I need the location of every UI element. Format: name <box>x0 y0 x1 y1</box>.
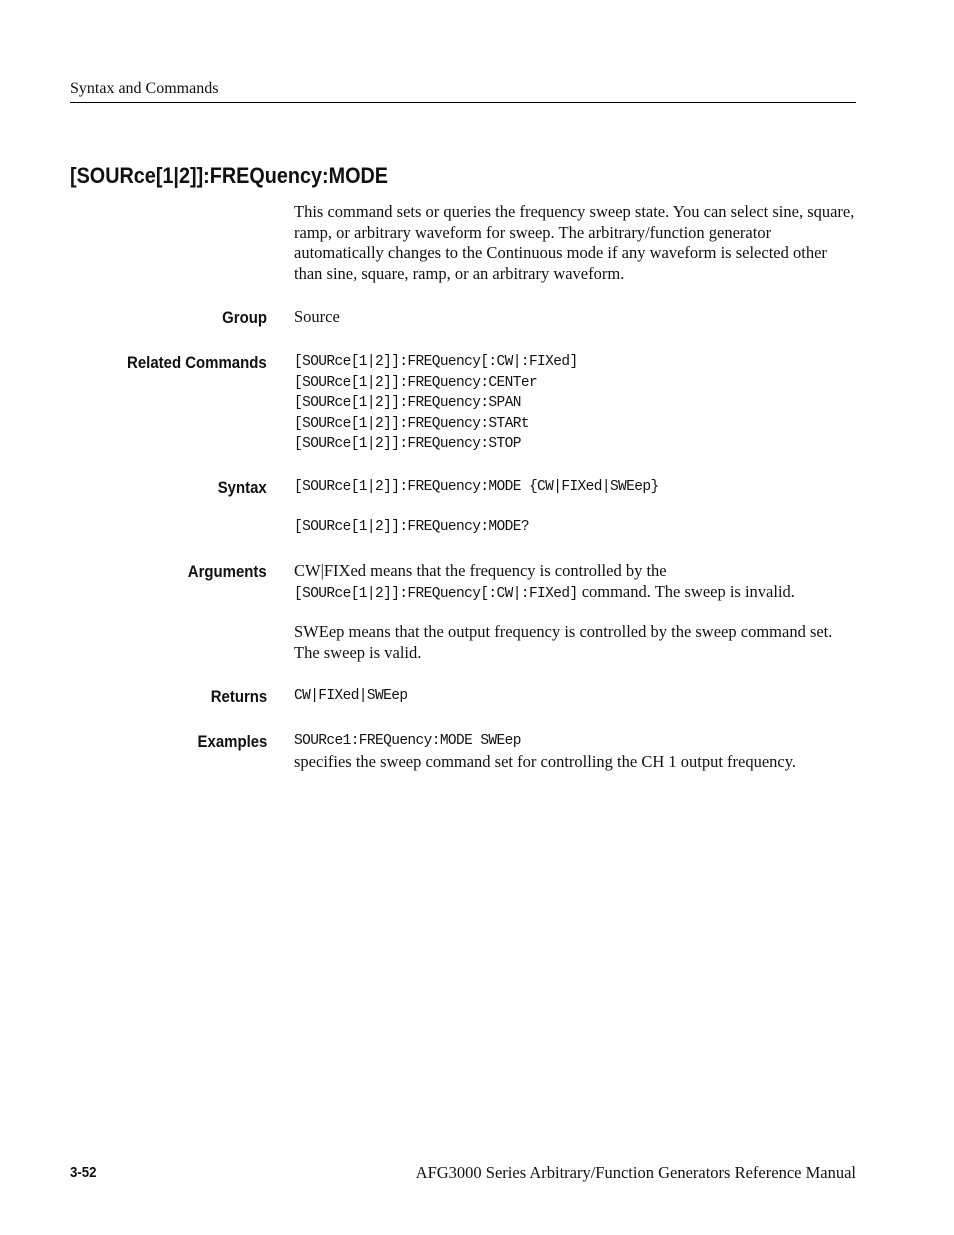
example-code: SOURce1:FREQuency:MODE SWEep <box>294 733 521 749</box>
example-description: specifies the sweep command set for controlling the CH 1 output frequency. <box>294 751 797 771</box>
returns-value: CW|FIXed|SWEep <box>294 688 408 704</box>
syntax-label: Syntax <box>217 478 267 497</box>
group-value: Source <box>294 307 340 326</box>
related-commands-list <box>294 352 859 455</box>
related-command: [SOURce[1|2]]:FREQuency:SPAN <box>294 395 521 411</box>
page-number: 3-52 <box>70 1164 97 1181</box>
manual-title: AFG3000 Series Arbitrary/Function Generators Reference Manual <box>415 1163 856 1182</box>
example <box>294 731 859 772</box>
syntax-query <box>294 517 859 538</box>
related-command: [SOURce[1|2]]:FREQuency:CENTer <box>294 374 538 391</box>
returns-label: Returns <box>210 687 267 706</box>
argument-cw-fixed <box>294 561 859 604</box>
argument-cw-fixed-command: [SOURce[1|2]]:FREQuency[:CW|:FIXed] <box>294 585 578 602</box>
related-commands-label: Related Commands <box>127 353 267 372</box>
syntax-query-form: [SOURce[1|2]]:FREQuency:MODE? <box>294 519 529 535</box>
argument-cw-fixed-note: command. The sweep is invalid. <box>577 581 795 601</box>
command-description: This command sets or queries the frequency sweep state. You can select sine, square, ramp, or arbitrary waveform for sweep. The arbitrary/function generator automatically changes to the Continuous mode if any waveform is selected other than sine, square, ramp, or an arbitrary waveform. <box>294 202 855 283</box>
group-label: Group <box>222 308 267 327</box>
command-title: [SOURce[1|2]]:FREQuency:MODE <box>70 163 388 188</box>
returns-value-row <box>294 686 859 707</box>
argument-sweep: SWEep means that the output frequency is controlled by the sweep command set. The sweep is valid. <box>294 622 833 662</box>
running-head: Syntax and Commands <box>70 80 219 97</box>
syntax-set <box>294 477 859 498</box>
argument-cw-fixed-text: CW|FIXed means that the frequency is controlled by the <box>294 561 667 580</box>
examples-label: Examples <box>197 732 267 751</box>
related-command: [SOURce[1|2]]:FREQuency[:CW|:FIXed] <box>294 354 578 370</box>
related-command: [SOURce[1|2]]:FREQuency:STARt <box>294 415 529 432</box>
header-rule <box>70 102 856 103</box>
related-command: [SOURce[1|2]]:FREQuency:STOP <box>294 436 521 452</box>
syntax-set-form: [SOURce[1|2]]:FREQuency:MODE {CW|FIXed|SWEep} <box>294 479 659 495</box>
arguments-label: Arguments <box>188 562 267 581</box>
